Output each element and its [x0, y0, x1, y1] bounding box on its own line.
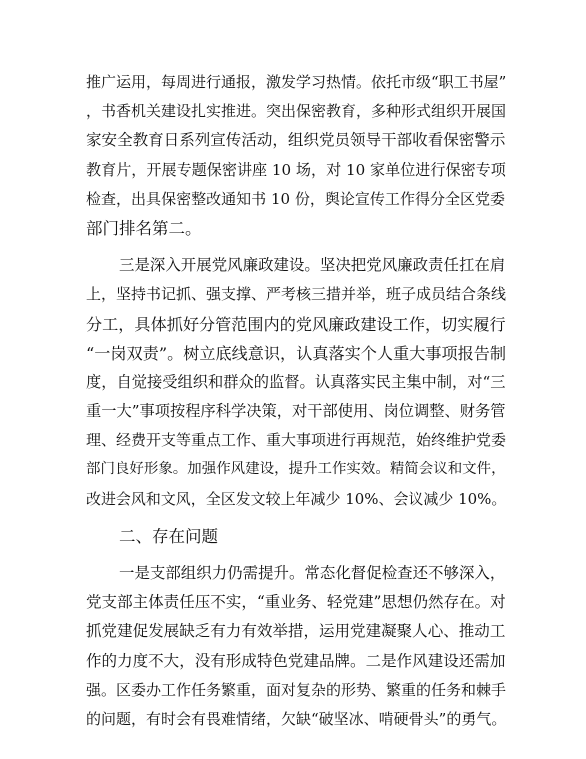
text-line: 党支部主体责任压不实，“重业务、轻党建”思想仍然存在。对 [86, 593, 506, 612]
paragraph-gap [86, 514, 506, 522]
text-line: 三是深入开展党风廉政建设。坚决把党风廉政责任扛在肩 [119, 256, 506, 275]
text-line: 检查，出具保密整改通知书 10 份，舆论宣传工作得分全区党委 [86, 189, 506, 208]
text-line: 理、经费开支等重点工作、重大事项进行再规范，始终维护党委 [86, 431, 507, 450]
text-line: 作的力度不大，没有形成特色党建品牌。二是作风建设还需加 [86, 651, 506, 670]
text-line: 改进会风和文风，全区发文较上年减少 10%、会议减少 10%。 [86, 489, 507, 508]
section-heading-problems: 二、存在问题 [119, 526, 218, 546]
text-line: ，书香机关建设扎实推进。突出保密教育，多种形式组织开展国 [86, 102, 507, 121]
paragraph-gap [86, 551, 506, 559]
text-line: 教育片，开展专题保密讲座 10 场，对 10 家单位进行保密专项 [86, 160, 506, 179]
text-line: 重一大”事项按程序科学决策，对干部使用、岗位调整、财务管 [86, 402, 506, 421]
document-body [86, 68, 506, 734]
text-line: 一是支部组织力仍需提升。常态化督促检查还不够深入， [119, 564, 506, 583]
paragraph-existing-problems [86, 559, 506, 734]
text-line: 部门良好形象。加强作风建设，提升工作实效。精简会议和文件， [86, 461, 506, 478]
text-line: 的问题，有时会有畏难情绪，欠缺“破坚冰、啃硬骨头”的勇气。 [86, 709, 507, 728]
text-line: 分工，具体抓好分管范围内的党风廉政建设工作，切实履行 [86, 314, 506, 334]
text-line: 上，坚持书记抓、强支撑、严考核三措并举，班子成员结合条线 [86, 285, 507, 304]
text-line: 家安全教育日系列宣传活动，组织党员领导干部收看保密警示 [86, 131, 506, 150]
text-line: 推广运用，每周进行通报，激发学习热情。依托市级“职工书屋” [86, 73, 507, 91]
text-line: 抓党建促发展缺乏有力有效举措，运用党建凝聚人心、推动工 [86, 622, 506, 641]
paragraph-gap [86, 243, 506, 251]
text-line: 部门排名第二。 [86, 218, 202, 238]
paragraph-clean-governance [86, 251, 506, 514]
text-line: “一岗双责”。树立底线意识，认真落实个人重大事项报告制 [86, 343, 507, 363]
paragraph-propaganda-secrecy [86, 68, 506, 243]
text-line: 强。区委办工作任务繁重，面对复杂的形势、繁重的任务和棘手 [86, 680, 507, 699]
text-line: 度，自觉接受组织和群众的监督。认真落实民主集中制，对“三 [86, 372, 506, 391]
